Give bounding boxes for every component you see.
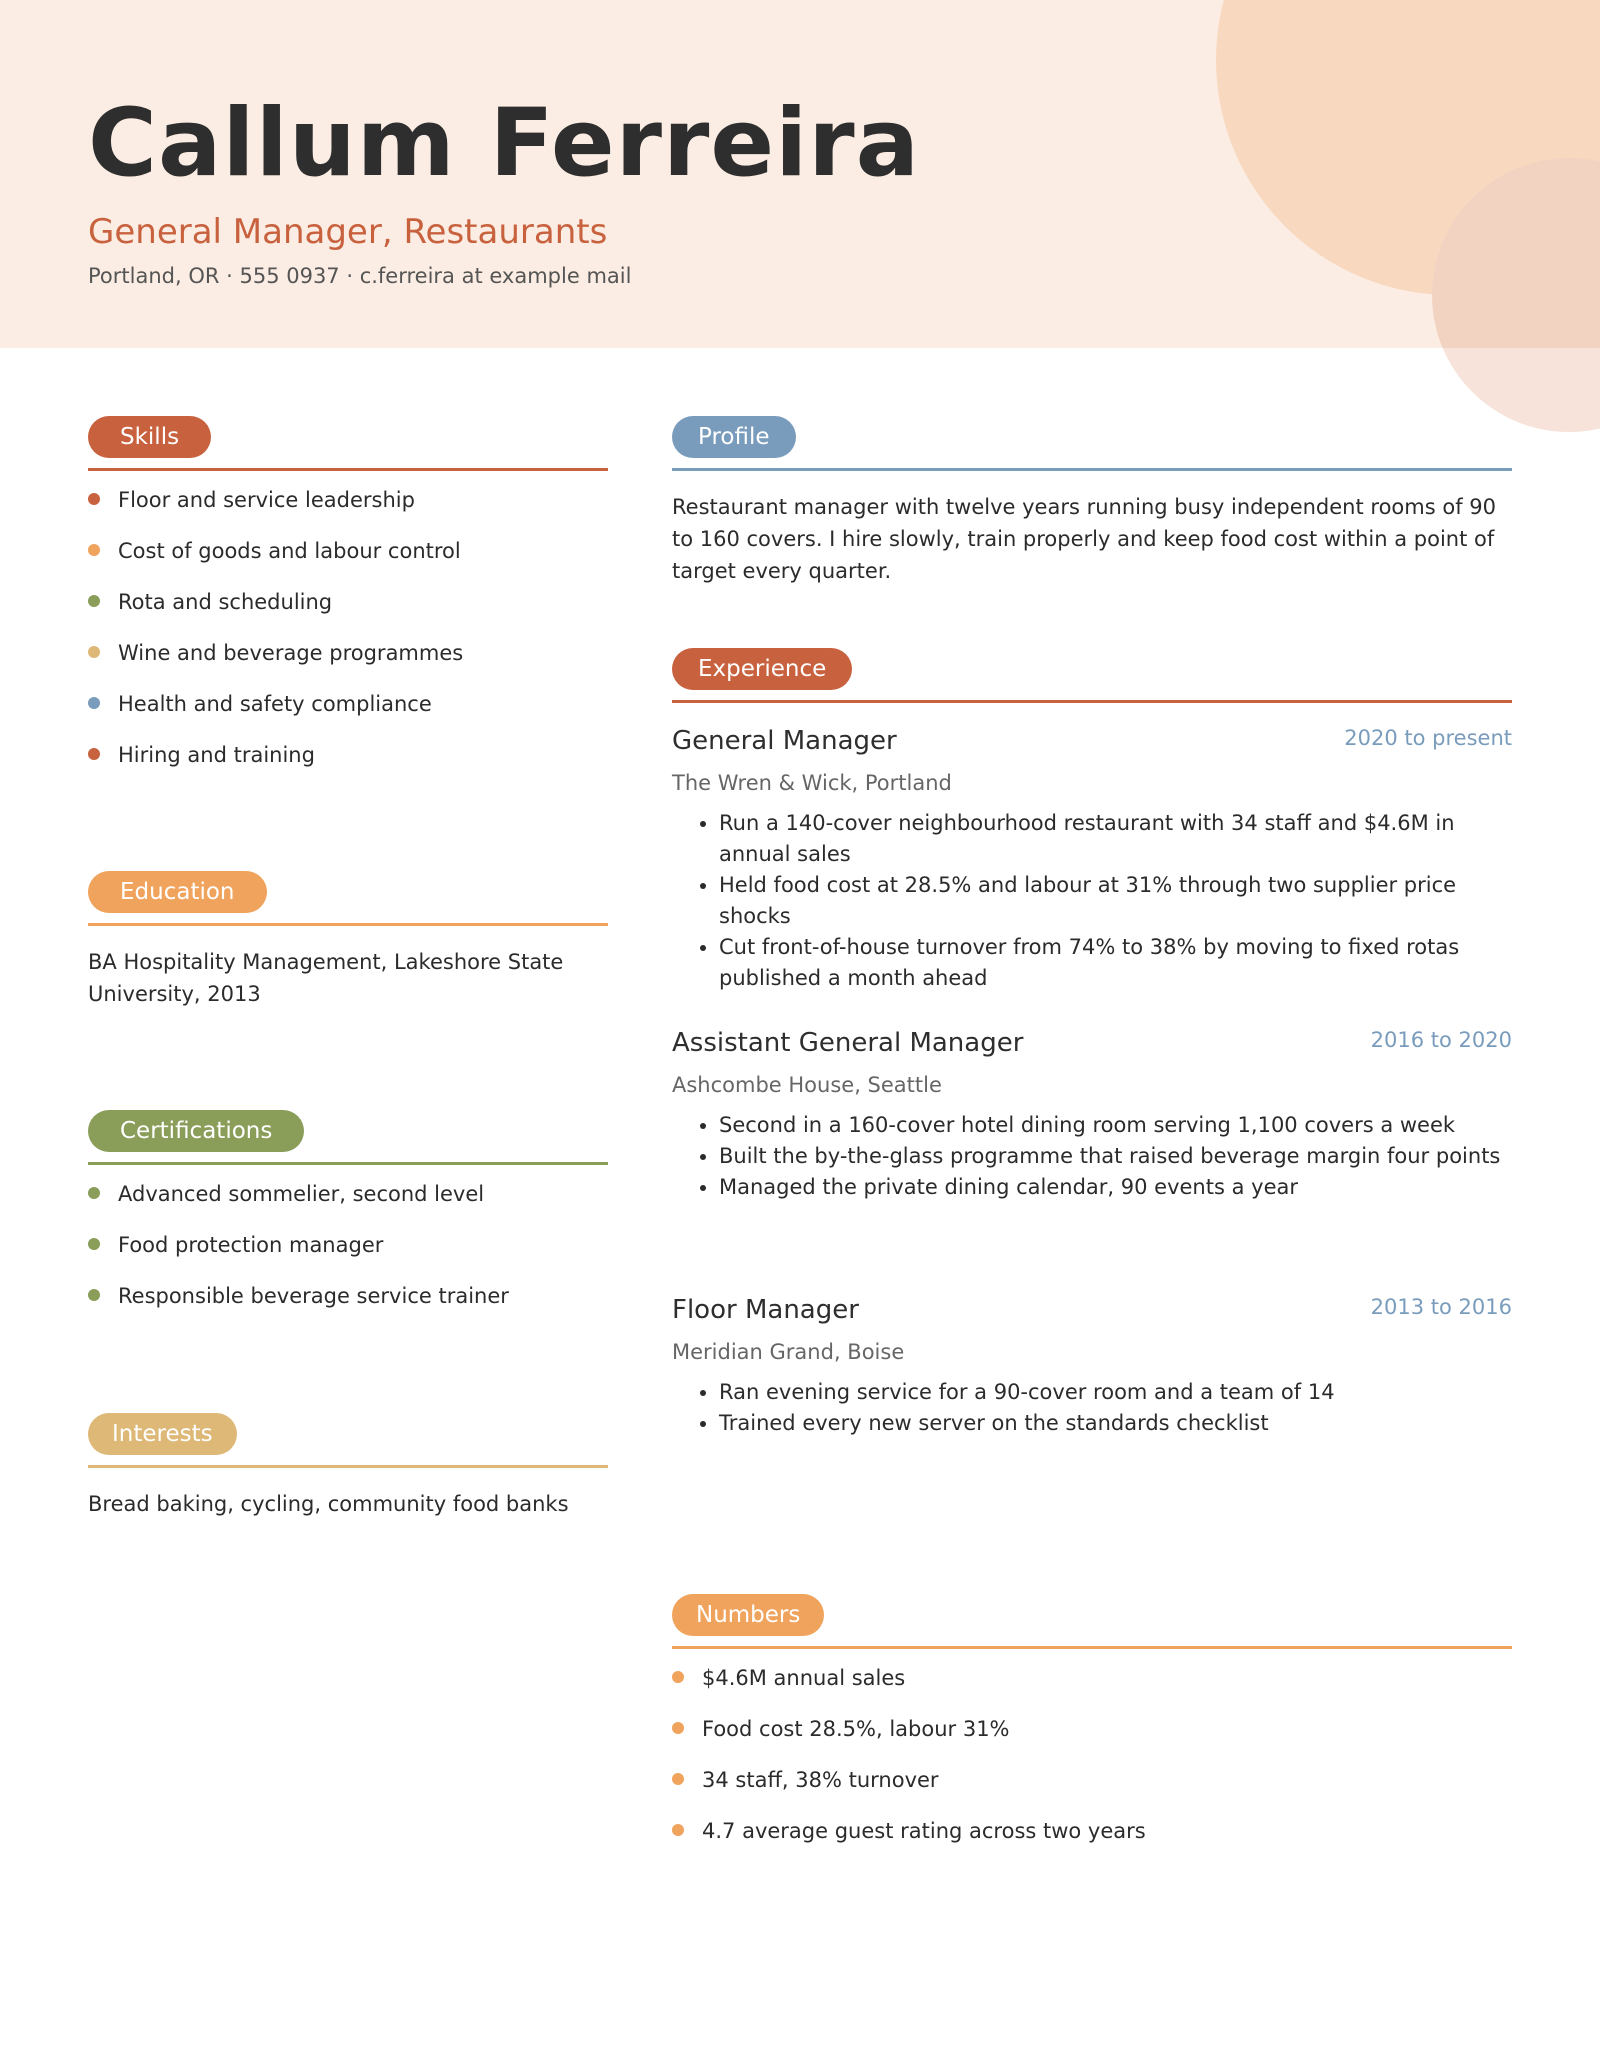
list-item-text: Food protection manager: [118, 1233, 384, 1257]
list-item-text: 4.7 average guest rating across two years: [702, 1819, 1146, 1843]
job-bullet: Managed the private dining calendar, 90 events a year: [672, 1172, 1512, 1203]
interests-section: [88, 1413, 608, 1520]
bullet-dot-icon: [672, 1722, 684, 1734]
numbers-section: [672, 1594, 1512, 1867]
certifications-section: [88, 1110, 608, 1332]
job-bullet: Ran evening service for a 90-cover room and a team of 14: [672, 1377, 1512, 1408]
list-item: [88, 740, 608, 791]
list-item: [88, 689, 608, 740]
experience-section: [672, 648, 1512, 703]
list-item: [88, 1281, 608, 1332]
education-text: BA Hospitality Management, Lakeshore State University, 2013: [88, 950, 564, 1006]
list-item-text: Wine and beverage programmes: [118, 641, 464, 665]
numbers-heading: Numbers: [672, 1594, 824, 1636]
job-company: Ashcombe House, Seattle: [672, 1073, 942, 1097]
job-header: [672, 1295, 1512, 1333]
list-item-text: Food cost 28.5%, labour 31%: [702, 1717, 1010, 1741]
bullet-dot-icon: [88, 748, 100, 760]
list-item-text: Health and safety compliance: [118, 692, 432, 716]
profile-text: Restaurant manager with twelve years running busy independent rooms of 90 to 160 covers. I hire slowly, train properly and keep food cost within a point of target every quarter.: [672, 495, 1496, 583]
job-dates: 2013 to 2016: [1370, 1295, 1512, 1319]
certifications-heading: Certifications: [88, 1110, 304, 1152]
bullet-dot-icon: [88, 697, 100, 709]
job-bullet: Held food cost at 28.5% and labour at 31% through two supplier price shocks: [672, 870, 1512, 932]
bullet-dot-icon: [672, 1824, 684, 1836]
education-heading: Education: [88, 871, 267, 913]
job-bullet: Second in a 160-cover hotel dining room serving 1,100 covers a week: [672, 1110, 1512, 1141]
job-bullet: Built the by-the-glass programme that raised beverage margin four points: [672, 1141, 1512, 1172]
education-rule: [88, 923, 608, 926]
list-item-text: Responsible beverage service trainer: [118, 1284, 509, 1308]
profile-heading: Profile: [672, 416, 796, 458]
education-section: [88, 871, 608, 1010]
contact-line: Portland, OR · 555 0937 · c.ferreira at example mail: [88, 264, 632, 288]
list-item: [672, 1714, 1512, 1765]
list-item-text: $4.6M annual sales: [702, 1666, 906, 1690]
certifications-list: [88, 1179, 608, 1332]
job-bullet: Cut front-of-house turnover from 74% to 38% by moving to fixed rotas published a month ahead: [672, 932, 1512, 994]
list-item: [88, 587, 608, 638]
list-item: [88, 1230, 608, 1281]
experience-heading: Experience: [672, 648, 852, 690]
interests-rule: [88, 1465, 608, 1468]
skills-rule: [88, 468, 608, 471]
list-item-text: Hiring and training: [118, 743, 315, 767]
job-entry: [672, 1295, 1512, 1439]
bullet-dot-icon: [88, 1187, 100, 1199]
job-bullet: Run a 140-cover neighbourhood restaurant with 34 staff and $4.6M in annual sales: [672, 808, 1512, 870]
list-item: [88, 638, 608, 689]
bullet-dot-icon: [88, 646, 100, 658]
job-bullets: [672, 1377, 1512, 1439]
skills-section: [88, 416, 608, 791]
job-header: [672, 726, 1512, 764]
job-entry: [672, 1028, 1512, 1203]
bullet-dot-icon: [88, 493, 100, 505]
job-bullet: Trained every new server on the standards checklist: [672, 1408, 1512, 1439]
job-title: Floor Manager: [672, 1295, 859, 1325]
job-title: General Manager: [672, 726, 897, 756]
interests-heading: Interests: [88, 1413, 237, 1455]
certifications-rule: [88, 1162, 608, 1165]
numbers-list: [672, 1663, 1512, 1867]
skills-list: [88, 485, 608, 791]
job-dates: 2020 to present: [1344, 726, 1512, 750]
candidate-name: Callum Ferreira: [88, 89, 921, 198]
list-item-text: Floor and service leadership: [118, 488, 415, 512]
list-item: [88, 1179, 608, 1230]
job-title: Assistant General Manager: [672, 1028, 1024, 1058]
list-item: [672, 1765, 1512, 1816]
experience-rule: [672, 700, 1512, 703]
bullet-dot-icon: [672, 1671, 684, 1683]
list-item: [88, 485, 608, 536]
job-bullets: [672, 808, 1512, 994]
skills-heading: Skills: [88, 416, 211, 458]
job-bullets: [672, 1110, 1512, 1203]
list-item: [672, 1663, 1512, 1714]
list-item-text: Rota and scheduling: [118, 590, 333, 614]
job-entry: [672, 726, 1512, 994]
bullet-dot-icon: [88, 1289, 100, 1301]
list-item: [672, 1816, 1512, 1867]
job-company: The Wren & Wick, Portland: [672, 771, 952, 795]
resume-header: [0, 0, 1600, 348]
job-dates: 2016 to 2020: [1370, 1028, 1512, 1052]
interests-text: Bread baking, cycling, community food banks: [88, 1492, 569, 1516]
list-item-text: Cost of goods and labour control: [118, 539, 461, 563]
list-item-text: Advanced sommelier, second level: [118, 1182, 485, 1206]
list-item-text: 34 staff, 38% turnover: [702, 1768, 939, 1792]
job-header: [672, 1028, 1512, 1066]
list-item: [88, 536, 608, 587]
bullet-dot-icon: [88, 595, 100, 607]
bullet-dot-icon: [672, 1773, 684, 1785]
bullet-dot-icon: [88, 544, 100, 556]
numbers-rule: [672, 1646, 1512, 1649]
candidate-role: General Manager, Restaurants: [88, 212, 608, 252]
bullet-dot-icon: [88, 1238, 100, 1250]
job-company: Meridian Grand, Boise: [672, 1340, 905, 1364]
profile-rule: [672, 468, 1512, 471]
profile-section: [672, 416, 1512, 587]
